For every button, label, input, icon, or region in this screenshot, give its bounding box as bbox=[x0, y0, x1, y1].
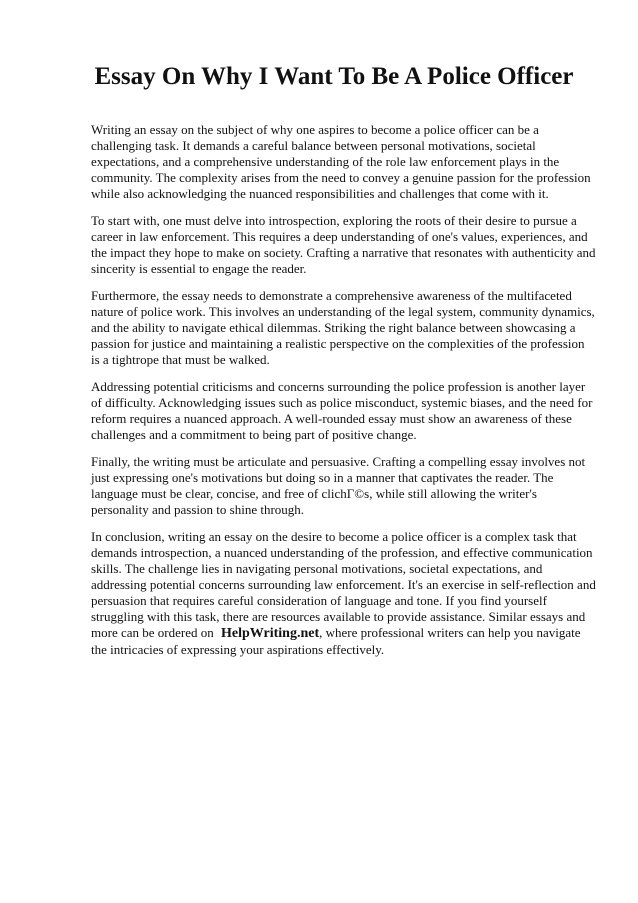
paragraph-3: Furthermore, the essay needs to demonstrate a comprehensive awareness of the multifaceted nature of police work. This involves an understanding of the legal system, community dynamics, and the ability to navigate ethical dilemmas. Striking the right balance between showcasing a passion for justice and maintaining a realistic perspective on the complexities of the profession is a tightrope that must be walked. bbox=[91, 288, 595, 367]
document-body bbox=[91, 122, 596, 669]
conclusion-text-end: , where professional writers can help you navigate the intricacies of expressing your aspirations effectively. bbox=[91, 625, 581, 657]
paragraph-2: To start with, one must delve into introspection, exploring the roots of their desire to pursue a career in law enforcement. This requires a deep understanding of one's values, experiences, and the impact they hope to make on society. Crafting a narrative that resonates with authenticity and sincerity is essential to engage the reader. bbox=[91, 213, 596, 276]
paragraph-conclusion bbox=[91, 529, 596, 658]
paragraph-4: Addressing potential criticisms and concerns surrounding the police profession is another layer of difficulty. Acknowledging issues such as police misconduct, systemic biases, and the need for reform requires a nuanced approach. A well-rounded essay must show an awareness of these challenges and a commitment to being part of positive change. bbox=[91, 379, 593, 442]
conclusion-text: In conclusion, writing an essay on the desire to become a police officer is a complex task that demands introspection, a nuanced understanding of the profession, and effective communication skills. The challenge lies in navigating personal motivations, societal expectations, and addressing potential concerns surrounding law enforcement. It's an exercise in self-reflection and persuasion that requires careful consideration of language and tone. If you find yourself struggling with this task, there are resources available to provide assistance. Similar essays and more can be ordered on bbox=[91, 529, 596, 640]
paragraph-1: Writing an essay on the subject of why one aspires to become a police officer can be a challenging task. It demands a careful balance between personal motivations, societal expectations, and a comprehensive understanding of the role law enforcement plays in the community. The complexity arises from the need to convey a genuine passion for the profession while also acknowledging the nuanced responsibilities and challenges that come with it. bbox=[91, 122, 591, 201]
document-title: Essay On Why I Want To Be A Police Officer bbox=[94, 63, 574, 90]
paragraph-5: Finally, the writing must be articulate and persuasive. Crafting a compelling essay involves not just expressing one's motivations but doing so in a manner that captivates the reader. The language must be clear, concise, and free of clichГ©s, while still allowing the writer's personality and passion to shine through. bbox=[91, 454, 586, 517]
helpwriting-link[interactable]: HelpWriting.net bbox=[220, 626, 320, 641]
